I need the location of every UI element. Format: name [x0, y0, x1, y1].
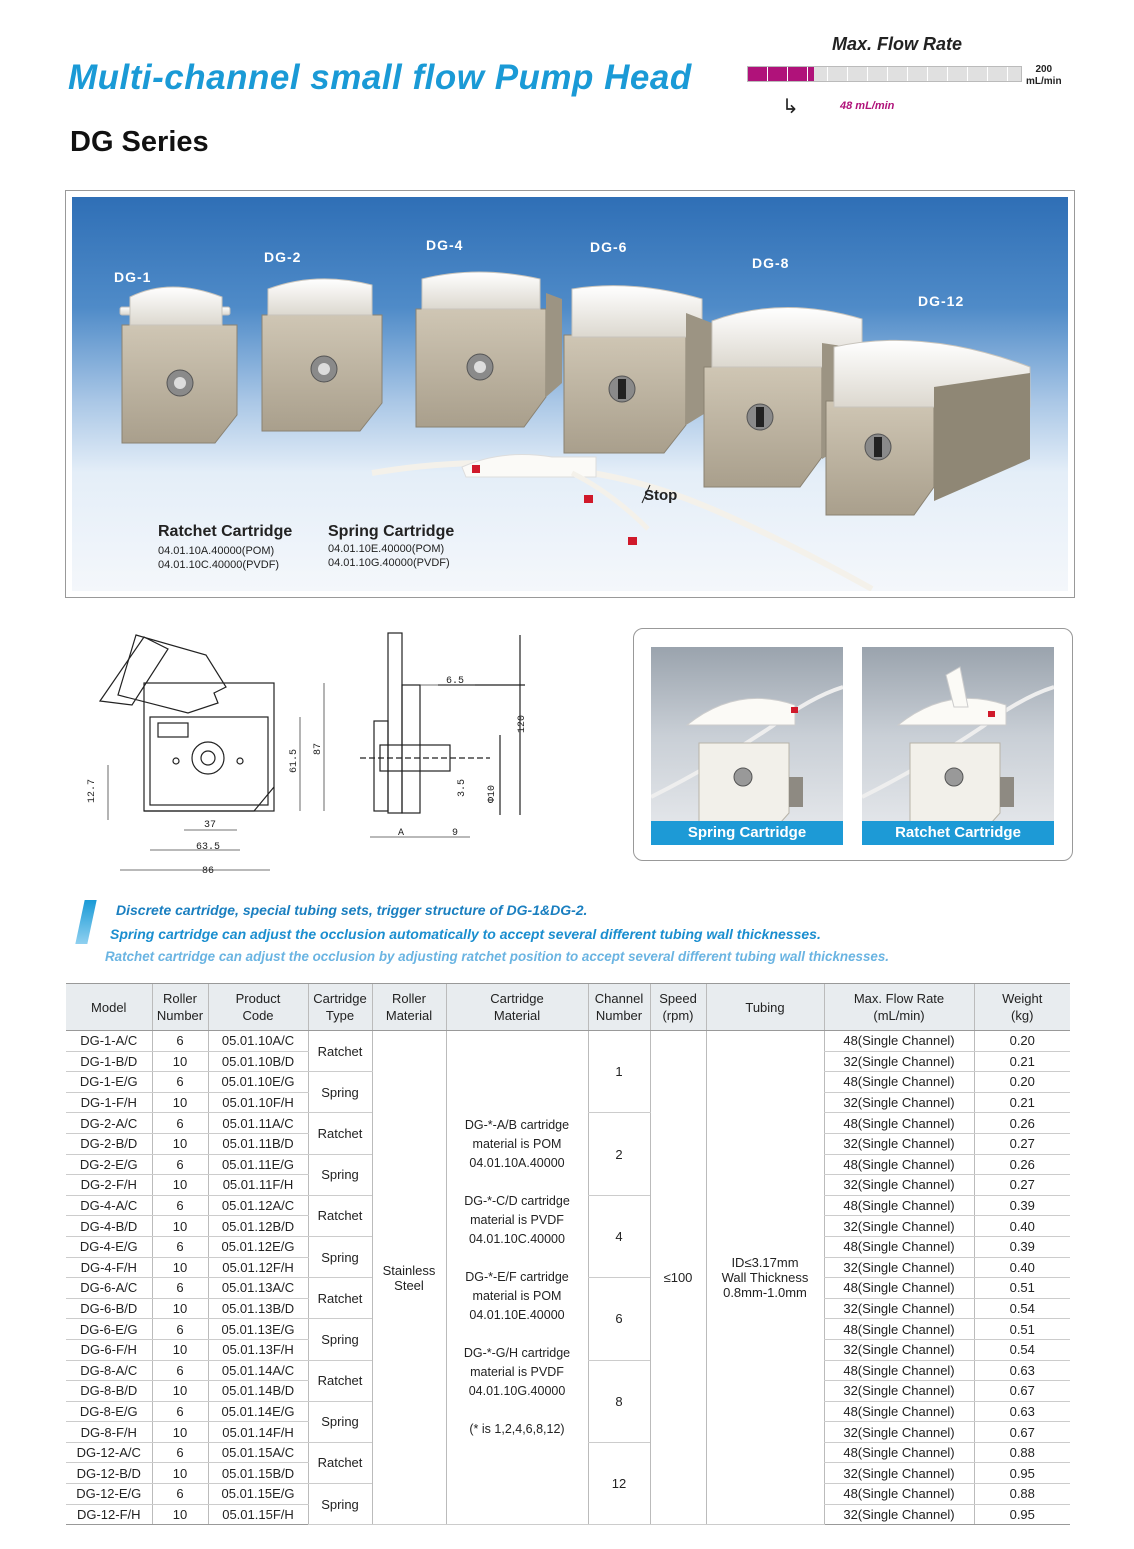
- cell-channel-number: 6: [588, 1278, 650, 1360]
- photo-label-dg-1: DG-1: [114, 269, 152, 285]
- cell-model: DG-6-A/C: [66, 1278, 152, 1299]
- cell-model: DG-1-B/D: [66, 1051, 152, 1072]
- cell-max-flow: 32(Single Channel): [824, 1216, 974, 1237]
- cell-max-flow: 48(Single Channel): [824, 1154, 974, 1175]
- cell-roller-number: 6: [152, 1360, 208, 1381]
- cell-product-code: 05.01.12A/C: [208, 1195, 308, 1216]
- pump-dg-1: [120, 287, 237, 443]
- cell-model: DG-12-E/G: [66, 1484, 152, 1505]
- cell-max-flow: 32(Single Channel): [824, 1092, 974, 1113]
- cell-weight: 0.95: [974, 1504, 1070, 1525]
- cell-roller-number: 10: [152, 1504, 208, 1525]
- cell-cartridge-type: Ratchet: [308, 1278, 372, 1319]
- pump-dg-6: [564, 286, 712, 453]
- cell-model: DG-12-A/C: [66, 1442, 152, 1463]
- cell-product-code: 05.01.14E/G: [208, 1401, 308, 1422]
- cell-roller-number: 6: [152, 1442, 208, 1463]
- cell-roller-number: 6: [152, 1278, 208, 1299]
- cell-product-code: 05.01.14B/D: [208, 1381, 308, 1402]
- cell-tubing: ID≤3.17mm Wall Thickness 0.8mm-1.0mm: [706, 1031, 824, 1525]
- ratchet-code-pvdf: 04.01.10C.40000(PVDF): [158, 559, 280, 571]
- specification-table: [66, 983, 1070, 1525]
- dim-6-5: 6.5: [446, 676, 465, 687]
- cell-product-code: 05.01.13B/D: [208, 1298, 308, 1319]
- cell-weight: 0.39: [974, 1236, 1070, 1257]
- cell-model: DG-8-A/C: [66, 1360, 152, 1381]
- cell-max-flow: 32(Single Channel): [824, 1381, 974, 1402]
- table-row: [66, 1031, 1070, 1052]
- cell-product-code: 05.01.10B/D: [208, 1051, 308, 1072]
- cell-max-flow: 32(Single Channel): [824, 1051, 974, 1072]
- curved-arrow-icon: ↳: [782, 96, 799, 118]
- ratchet-code-pom: 04.01.10A.40000(POM): [158, 545, 275, 557]
- cell-cartridge-material: DG-*-A/B cartridge material is POM 04.01.10A.40000 DG-*-C/D cartridge material is PVDF 04.01.10C.40000 DG-*-E/F cartridge material is POM 04.01.10E.40000 DG-*-G/H cartridge material is PVDF 04.01.10G.40000 (* is 1,2,4,6,8,12): [446, 1031, 588, 1525]
- cell-max-flow: 48(Single Channel): [824, 1072, 974, 1093]
- cell-roller-number: 6: [152, 1195, 208, 1216]
- cell-roller-number: 6: [152, 1113, 208, 1134]
- dim-phi-10: Φ10: [487, 784, 498, 803]
- max-flow-max-unit: mL/min: [1026, 76, 1062, 87]
- cell-cartridge-type: Spring: [308, 1484, 372, 1525]
- spring-code-pvdf: 04.01.10G.40000(PVDF): [328, 557, 450, 569]
- cell-max-flow: 32(Single Channel): [824, 1175, 974, 1196]
- cell-model: DG-1-F/H: [66, 1092, 152, 1113]
- cell-roller-number: 6: [152, 1401, 208, 1422]
- cell-weight: 0.88: [974, 1484, 1070, 1505]
- cell-max-flow: 48(Single Channel): [824, 1195, 974, 1216]
- cell-product-code: 05.01.11B/D: [208, 1133, 308, 1154]
- feature-line-1: Discrete cartridge, special tubing sets, trigger structure of DG-1&DG-2.: [116, 902, 588, 918]
- th-weight: Weight (kg): [974, 984, 1070, 1031]
- cell-roller-number: 6: [152, 1031, 208, 1052]
- cell-max-flow: 32(Single Channel): [824, 1133, 974, 1154]
- cell-weight: 0.40: [974, 1216, 1070, 1237]
- cell-cartridge-type: Ratchet: [308, 1031, 372, 1072]
- ratchet-cartridge-photo: [862, 647, 1054, 845]
- cell-channel-number: 1: [588, 1031, 650, 1113]
- th-tubing: Tubing: [706, 984, 824, 1031]
- photo-label-dg-4: DG-4: [426, 237, 464, 253]
- cell-roller-number: 10: [152, 1175, 208, 1196]
- cell-model: DG-12-F/H: [66, 1504, 152, 1525]
- cell-max-flow: 48(Single Channel): [824, 1442, 974, 1463]
- th-roller-number: Roller Number: [152, 984, 208, 1031]
- series-title: DG Series: [70, 126, 209, 158]
- cell-product-code: 05.01.14F/H: [208, 1422, 308, 1443]
- max-flow-label: Max. Flow Rate: [832, 34, 963, 54]
- cell-roller-number: 6: [152, 1154, 208, 1175]
- cell-max-flow: 32(Single Channel): [824, 1339, 974, 1360]
- cell-max-flow: 48(Single Channel): [824, 1401, 974, 1422]
- max-flow-value: 48 mL/min: [840, 100, 895, 112]
- feature-line-2: Spring cartridge can adjust the occlusion automatically to accept several different tubing wall thicknesses.: [110, 926, 821, 942]
- cell-model: DG-6-E/G: [66, 1319, 152, 1340]
- cell-cartridge-type: Ratchet: [308, 1442, 372, 1483]
- cell-channel-number: 2: [588, 1113, 650, 1195]
- cell-weight: 0.63: [974, 1360, 1070, 1381]
- cell-model: DG-8-F/H: [66, 1422, 152, 1443]
- ratchet-cartridge-caption: Ratchet Cartridge: [862, 821, 1054, 845]
- spring-cartridge-photo: [651, 647, 843, 845]
- side-view: [360, 633, 525, 815]
- max-flow-scale: [1026, 64, 1062, 88]
- quote-mark-icon: [75, 900, 96, 944]
- cell-roller-number: 6: [152, 1236, 208, 1257]
- cell-weight: 0.67: [974, 1422, 1070, 1443]
- cell-model: DG-1-E/G: [66, 1072, 152, 1093]
- cell-product-code: 05.01.14A/C: [208, 1360, 308, 1381]
- cell-product-code: 05.01.13F/H: [208, 1339, 308, 1360]
- front-view: [100, 635, 274, 811]
- ratchet-cartridge-title: Ratchet Cartridge: [158, 523, 293, 540]
- dim-a: A: [398, 828, 405, 839]
- cell-cartridge-type: Ratchet: [308, 1113, 372, 1154]
- cell-max-flow: 48(Single Channel): [824, 1113, 974, 1134]
- spring-cartridge-caption: Spring Cartridge: [651, 821, 843, 845]
- cell-product-code: 05.01.13A/C: [208, 1278, 308, 1299]
- cell-roller-number: 10: [152, 1257, 208, 1278]
- cell-max-flow: 48(Single Channel): [824, 1278, 974, 1299]
- cell-cartridge-type: Ratchet: [308, 1360, 372, 1401]
- cell-product-code: 05.01.11F/H: [208, 1175, 308, 1196]
- cell-roller-number: 10: [152, 1216, 208, 1237]
- cell-channel-number: 12: [588, 1442, 650, 1524]
- dim-12-7: 12.7: [87, 778, 98, 803]
- cell-cartridge-type: Spring: [308, 1401, 372, 1442]
- cell-product-code: 05.01.11E/G: [208, 1154, 308, 1175]
- th-model: Model: [66, 984, 152, 1031]
- cell-roller-material: Stainless Steel: [372, 1031, 446, 1525]
- photo-label-dg-8: DG-8: [752, 255, 790, 271]
- cell-weight: 0.54: [974, 1339, 1070, 1360]
- cell-max-flow: 32(Single Channel): [824, 1257, 974, 1278]
- cell-roller-number: 10: [152, 1092, 208, 1113]
- cell-weight: 0.26: [974, 1113, 1070, 1134]
- cell-max-flow: 48(Single Channel): [824, 1031, 974, 1052]
- cell-product-code: 05.01.15B/D: [208, 1463, 308, 1484]
- th-roller-material: Roller Material: [372, 984, 446, 1031]
- cell-model: DG-8-E/G: [66, 1401, 152, 1422]
- cell-weight: 0.26: [974, 1154, 1070, 1175]
- dim-86: 86: [202, 866, 215, 877]
- cell-weight: 0.20: [974, 1031, 1070, 1052]
- spring-cartridge-illustration: [651, 647, 843, 845]
- stop-label: Stop: [644, 487, 678, 504]
- cell-cartridge-type: Spring: [308, 1154, 372, 1195]
- photo-label-dg-2: DG-2: [264, 249, 302, 265]
- cell-speed: ≤100: [650, 1031, 706, 1525]
- cell-cartridge-type: Ratchet: [308, 1195, 372, 1236]
- page-title: Multi-channel small flow Pump Head: [68, 58, 692, 97]
- cell-weight: 0.67: [974, 1381, 1070, 1402]
- cell-max-flow: 48(Single Channel): [824, 1484, 974, 1505]
- cell-roller-number: 10: [152, 1339, 208, 1360]
- cell-product-code: 05.01.12E/G: [208, 1236, 308, 1257]
- cell-channel-number: 8: [588, 1360, 650, 1442]
- cell-product-code: 05.01.12F/H: [208, 1257, 308, 1278]
- cell-roller-number: 10: [152, 1463, 208, 1484]
- cell-max-flow: 48(Single Channel): [824, 1360, 974, 1381]
- cell-model: DG-4-E/G: [66, 1236, 152, 1257]
- cell-roller-number: 10: [152, 1298, 208, 1319]
- cell-weight: 0.51: [974, 1319, 1070, 1340]
- cell-weight: 0.54: [974, 1298, 1070, 1319]
- pump-dg-12: [826, 340, 1030, 515]
- dim-61-5: 61.5: [289, 748, 300, 773]
- cell-max-flow: 32(Single Channel): [824, 1298, 974, 1319]
- cell-max-flow: 32(Single Channel): [824, 1422, 974, 1443]
- cell-product-code: 05.01.10E/G: [208, 1072, 308, 1093]
- cell-model: DG-6-F/H: [66, 1339, 152, 1360]
- dim-120: 120: [517, 714, 528, 733]
- cell-product-code: 05.01.15A/C: [208, 1442, 308, 1463]
- cell-weight: 0.95: [974, 1463, 1070, 1484]
- cell-product-code: 05.01.13E/G: [208, 1319, 308, 1340]
- cell-roller-number: 6: [152, 1072, 208, 1093]
- cartridge-photos-frame: [633, 628, 1073, 861]
- cell-weight: 0.21: [974, 1092, 1070, 1113]
- spring-code-pom: 04.01.10E.40000(POM): [328, 543, 445, 555]
- cell-model: DG-6-B/D: [66, 1298, 152, 1319]
- cell-weight: 0.88: [974, 1442, 1070, 1463]
- cell-model: DG-8-B/D: [66, 1381, 152, 1402]
- side-dims: [370, 685, 475, 837]
- cell-product-code: 05.01.15F/H: [208, 1504, 308, 1525]
- cell-model: DG-2-E/G: [66, 1154, 152, 1175]
- ratchet-cartridge-illustration: [862, 647, 1054, 845]
- product-photo-frame: [65, 190, 1075, 598]
- cell-cartridge-type: Spring: [308, 1236, 372, 1277]
- cell-weight: 0.27: [974, 1133, 1070, 1154]
- photo-label-dg-12: DG-12: [918, 293, 965, 309]
- cell-product-code: 05.01.12B/D: [208, 1216, 308, 1237]
- dim-87: 87: [313, 742, 324, 755]
- cell-weight: 0.63: [974, 1401, 1070, 1422]
- dim-3-5: 3.5: [457, 778, 468, 797]
- th-channel-number: Channel Number: [588, 984, 650, 1031]
- cell-product-code: 05.01.10F/H: [208, 1092, 308, 1113]
- cell-max-flow: 32(Single Channel): [824, 1463, 974, 1484]
- cell-weight: 0.27: [974, 1175, 1070, 1196]
- table-header-row: [66, 984, 1070, 1031]
- cell-weight: 0.20: [974, 1072, 1070, 1093]
- cell-weight: 0.21: [974, 1051, 1070, 1072]
- cell-max-flow: 32(Single Channel): [824, 1504, 974, 1525]
- cell-roller-number: 10: [152, 1051, 208, 1072]
- cell-product-code: 05.01.10A/C: [208, 1031, 308, 1052]
- cell-cartridge-type: Spring: [308, 1072, 372, 1113]
- max-flow-bar: [747, 66, 1022, 82]
- cell-model: DG-4-F/H: [66, 1257, 152, 1278]
- pump-dg-2: [262, 279, 382, 431]
- cell-roller-number: 10: [152, 1422, 208, 1443]
- cell-model: DG-4-B/D: [66, 1216, 152, 1237]
- cell-model: DG-4-A/C: [66, 1195, 152, 1216]
- spring-cartridge-title: Spring Cartridge: [328, 523, 455, 540]
- th-max-flow: Max. Flow Rate (mL/min): [824, 984, 974, 1031]
- cell-cartridge-type: Spring: [308, 1319, 372, 1360]
- th-cartridge-type: Cartridge Type: [308, 984, 372, 1031]
- cell-model: DG-2-B/D: [66, 1133, 152, 1154]
- cell-model: DG-2-A/C: [66, 1113, 152, 1134]
- cell-model: DG-1-A/C: [66, 1031, 152, 1052]
- cell-max-flow: 48(Single Channel): [824, 1319, 974, 1340]
- cell-model: DG-12-B/D: [66, 1463, 152, 1484]
- cell-channel-number: 4: [588, 1195, 650, 1277]
- cell-max-flow: 48(Single Channel): [824, 1236, 974, 1257]
- cell-weight: 0.39: [974, 1195, 1070, 1216]
- cell-weight: 0.51: [974, 1278, 1070, 1299]
- product-photo: [72, 197, 1068, 591]
- pump-dg-4: [416, 272, 562, 427]
- max-flow-max-value: 200: [1035, 64, 1053, 75]
- photo-label-dg-6: DG-6: [590, 239, 628, 255]
- cell-roller-number: 10: [152, 1381, 208, 1402]
- th-cartridge-material: Cartridge Material: [446, 984, 588, 1031]
- dimension-drawing: [80, 625, 560, 880]
- feature-line-3: Ratchet cartridge can adjust the occlusion by adjusting ratchet position to accept several different tubing wall thicknesses.: [105, 949, 890, 964]
- th-product-code: Product Code: [208, 984, 308, 1031]
- cell-product-code: 05.01.15E/G: [208, 1484, 308, 1505]
- dim-63-5: 63.5: [196, 842, 221, 853]
- cell-model: DG-2-F/H: [66, 1175, 152, 1196]
- th-speed: Speed (rpm): [650, 984, 706, 1031]
- cell-roller-number: 6: [152, 1484, 208, 1505]
- cell-roller-number: 6: [152, 1319, 208, 1340]
- dim-37: 37: [204, 820, 217, 831]
- cell-product-code: 05.01.11A/C: [208, 1113, 308, 1134]
- cell-roller-number: 10: [152, 1133, 208, 1154]
- dim-9: 9: [452, 828, 459, 839]
- cell-weight: 0.40: [974, 1257, 1070, 1278]
